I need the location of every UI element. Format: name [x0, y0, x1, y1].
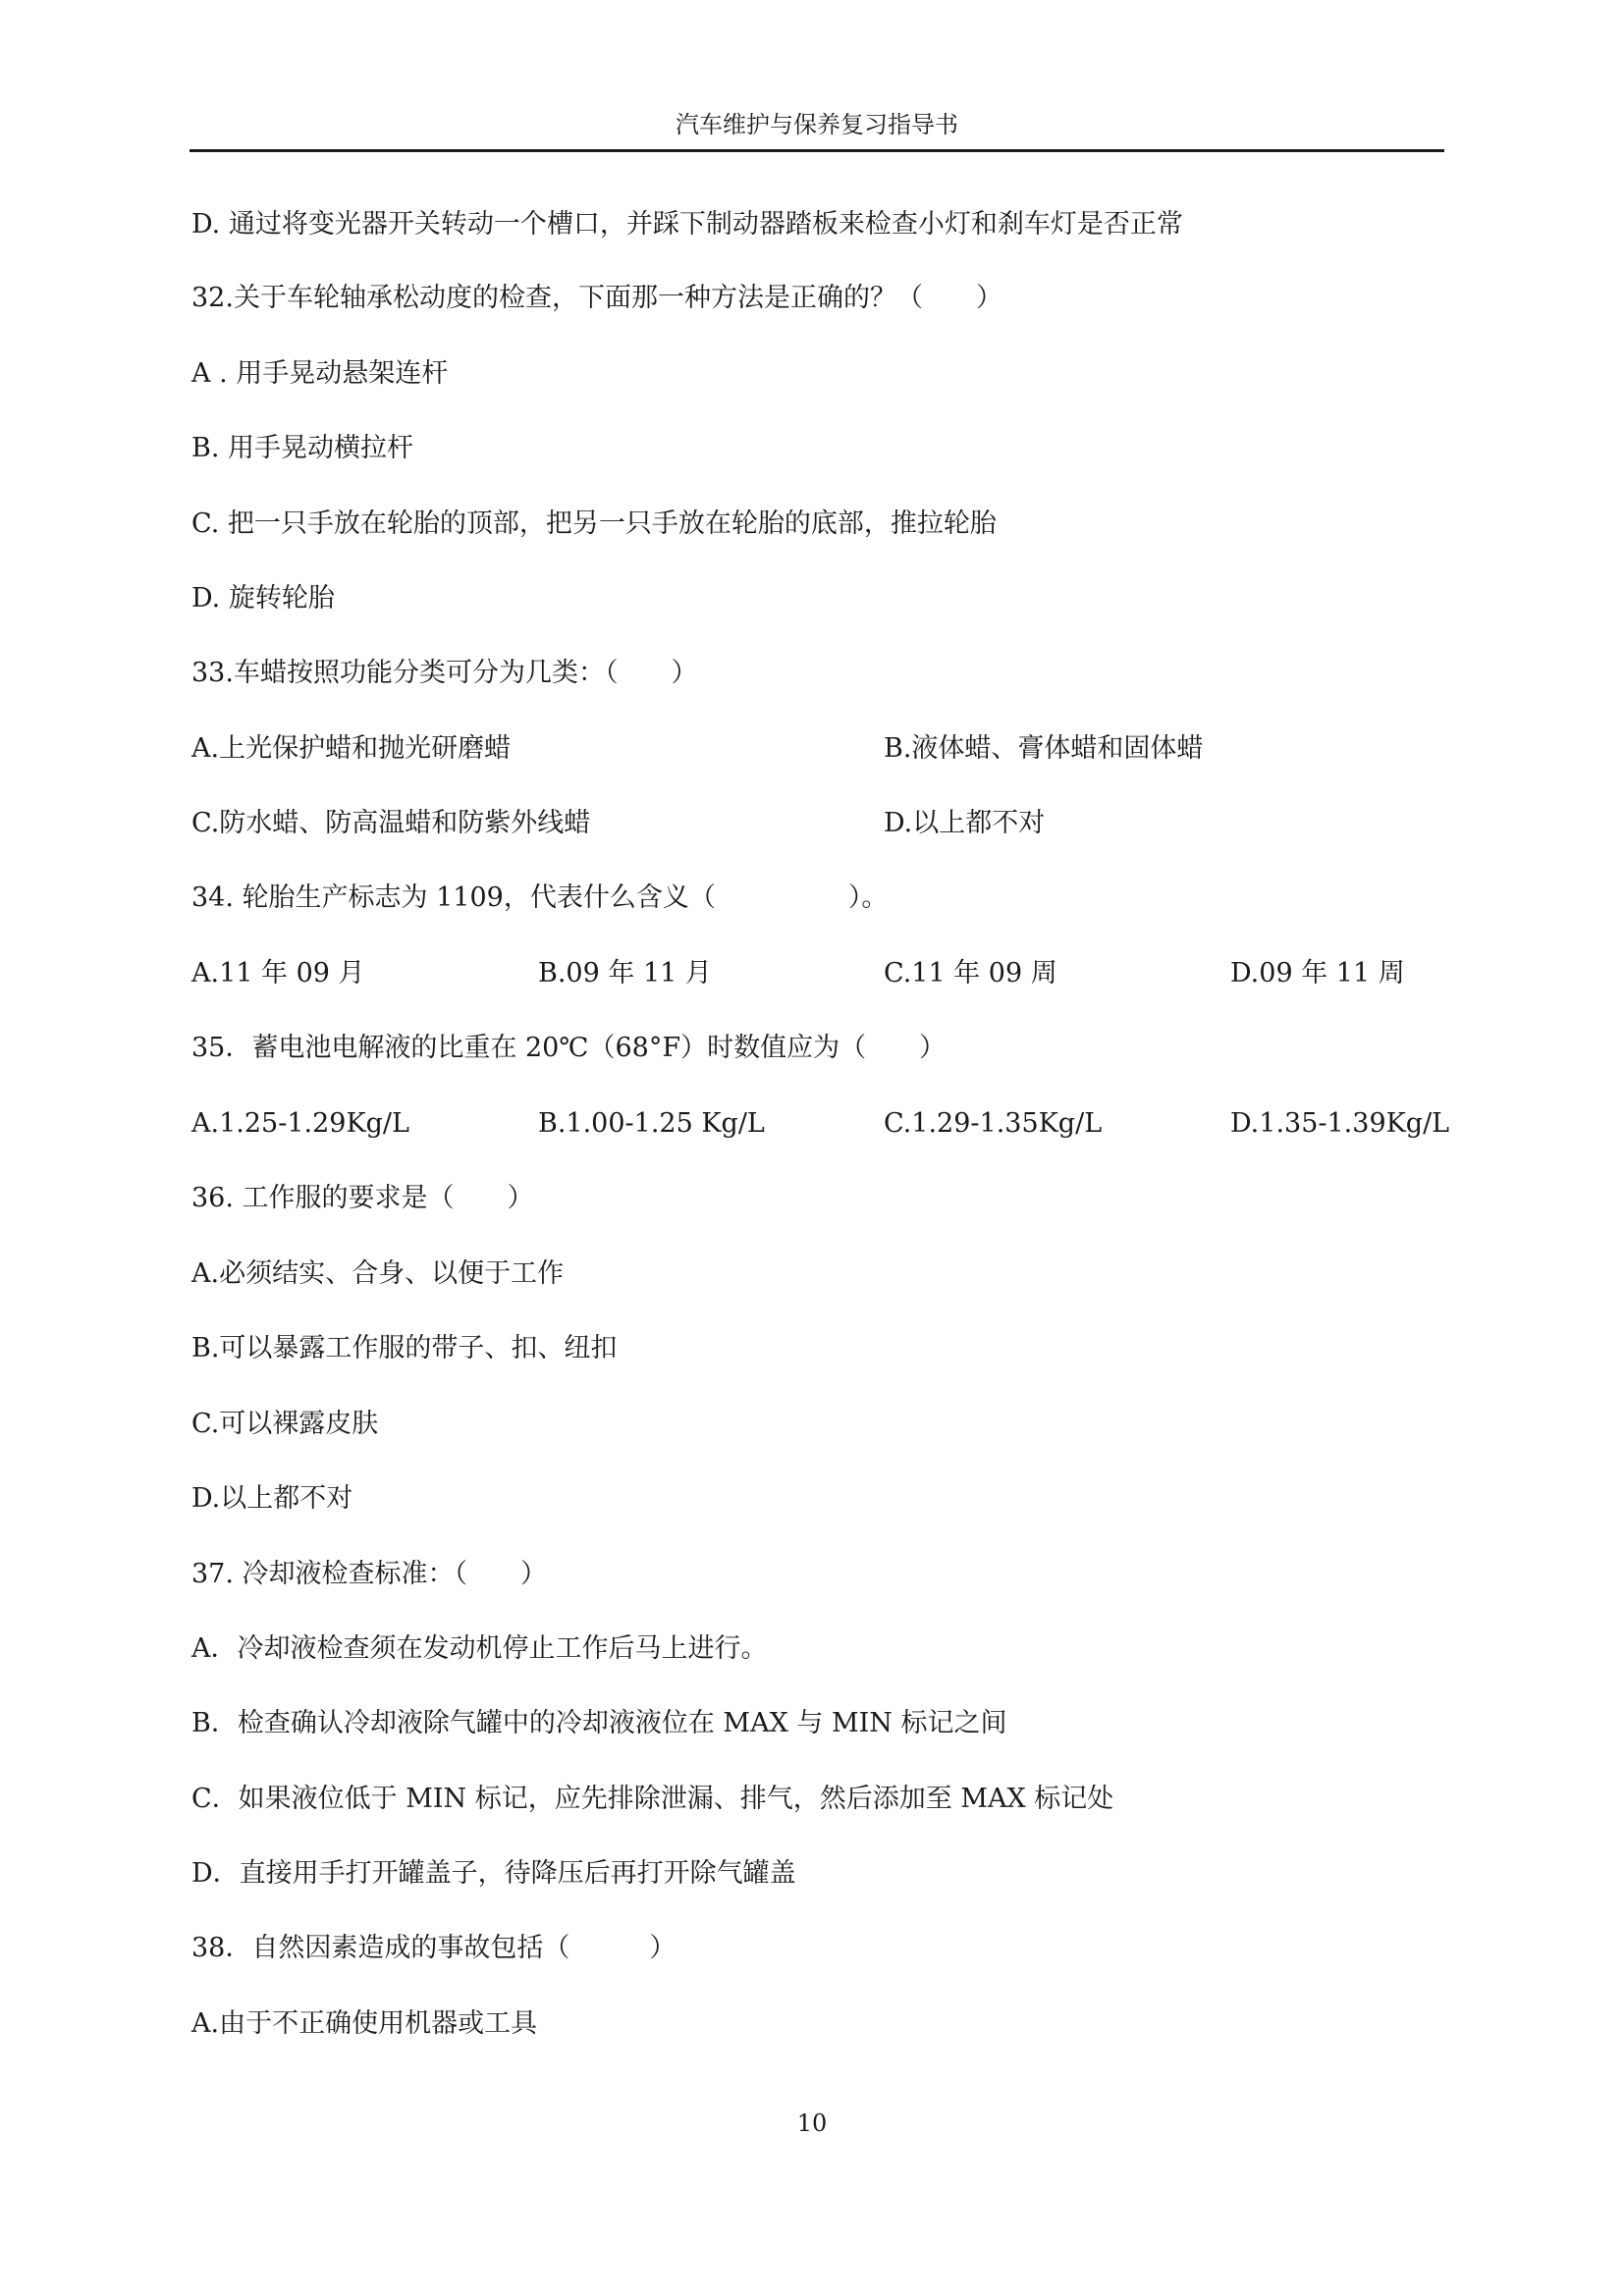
header-divider: [189, 149, 1444, 152]
q37-option-b: B．检查确认冷却液除气罐中的冷却液液位在 MAX 与 MIN 标记之间: [191, 1708, 1007, 1738]
q38-stem: 38．自然因素造成的事故包括（ ）: [191, 1933, 677, 1963]
q35-option-b: B.1.00-1.25 Kg/L: [538, 1108, 765, 1139]
page-number: 10: [796, 2109, 828, 2137]
q32-option-b: B. 用手晃动横拉杆: [191, 433, 414, 463]
q33-option-c: C.防水蜡、防高温蜡和防紫外线蜡: [191, 808, 591, 838]
q36-option-d: D.以上都不对: [191, 1483, 353, 1514]
q35-stem: 35．蓄电池电解液的比重在 20℃（68°F）时数值应为（ ）: [191, 1033, 947, 1063]
q34-option-d: D.09 年 11 周: [1230, 958, 1405, 988]
q37-option-d: D．直接用手打开罐盖子，待降压后再打开除气罐盖: [191, 1858, 796, 1889]
q32-option-d: D. 旋转轮胎: [191, 583, 335, 614]
q34-stem: 34. 轮胎生产标志为 1109，代表什么含义（ ）。: [191, 882, 889, 913]
q36-stem: 36. 工作服的要求是（ ）: [191, 1183, 534, 1213]
q33-option-d: D.以上都不对: [884, 808, 1046, 838]
q31-option-d: D. 通过将变光器开关转动一个槽口，并踩下制动器踏板来检查小灯和刹车灯是否正常: [191, 209, 1183, 240]
q32-stem: 32.关于车轮轴承松动度的检查，下面那一种方法是正确的？（ ）: [191, 283, 1002, 313]
q32-option-c: C. 把一只手放在轮胎的顶部，把另一只手放在轮胎的底部，推拉轮胎: [191, 508, 997, 539]
q37-option-a: A．冷却液检查须在发动机停止工作后马上进行。: [191, 1633, 768, 1664]
q34-option-c: C.11 年 09 周: [884, 958, 1057, 988]
q36-option-a: A.必须结实、合身、以便于工作: [191, 1258, 565, 1289]
q35-option-a: A.1.25-1.29Kg/L: [191, 1108, 409, 1139]
q32-option-a: A . 用手晃动悬架连杆: [191, 358, 449, 389]
q37-stem: 37. 冷却液检查标准：（ ）: [191, 1559, 548, 1589]
q36-option-b: B.可以暴露工作服的带子、扣、纽扣: [191, 1333, 618, 1363]
q34-option-a: A.11 年 09 月: [191, 958, 365, 988]
q37-option-c: C．如果液位低于 MIN 标记，应先排除泄漏、排气，然后添加至 MAX 标记处: [191, 1784, 1114, 1814]
document-header-title: 汽车维护与保养复习指导书: [676, 111, 958, 138]
q33-option-b: B.液体蜡、膏体蜡和固体蜡: [884, 733, 1204, 764]
q35-option-c: C.1.29-1.35Kg/L: [884, 1108, 1103, 1139]
q38-option-a: A.由于不正确使用机器或工具: [191, 2008, 538, 2039]
q36-option-c: C.可以裸露皮肤: [191, 1409, 379, 1439]
q34-option-b: B.09 年 11 月: [538, 958, 712, 988]
q33-option-a: A.上光保护蜡和抛光研磨蜡: [191, 733, 512, 764]
q35-option-d: D.1.35-1.39Kg/L: [1230, 1108, 1450, 1139]
q33-stem: 33.车蜡按照功能分类可分为几类：（ ）: [191, 658, 698, 688]
